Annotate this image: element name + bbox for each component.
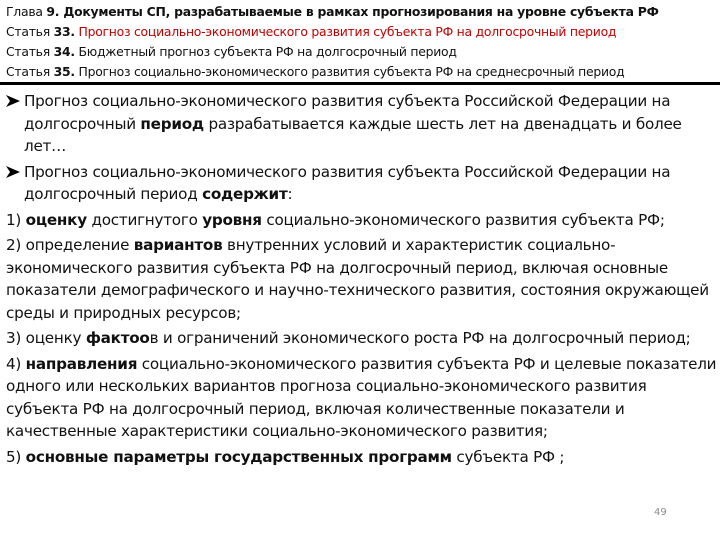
header-prefix: Статья: [6, 44, 54, 59]
text: в и ограничений экономического роста РФ на долгосрочный период;: [149, 329, 691, 347]
text: 2) определение: [6, 236, 134, 254]
bold-term: основные параметры государственных программ: [25, 447, 452, 466]
arrowhead-bullet-icon: [6, 95, 20, 107]
text: разрабатывается каждые шесть лет на двенадцать и более лет…: [24, 114, 682, 155]
text: социально-экономического развития субъекта РФ и целевые показатели одного или нескольких вариантов прогноза социально-экономического развития субъекта РФ на долгосрочный период, включая количественные показатели и качественные характеристики социально-экономического развития;: [6, 354, 717, 440]
header-line-article-35: [6, 62, 718, 82]
header-line-article-33: [6, 22, 718, 42]
header-number: 34.: [53, 44, 75, 59]
header-divider: [0, 82, 720, 85]
text: 4): [6, 354, 26, 373]
header-line-article-34: [6, 42, 718, 62]
list-item: [6, 353, 718, 443]
text: субъекта РФ ;: [451, 447, 565, 466]
list-item: [6, 327, 718, 350]
content: [6, 90, 718, 471]
bold-term: направления: [25, 354, 138, 373]
header-text: Документы СП, разрабатываемые в рамках прогнозирования на уровне субъекта РФ: [59, 4, 659, 19]
header-prefix: Глава: [6, 4, 47, 19]
bold-term: уровня: [202, 210, 262, 229]
text: внутренних условий и характеристик социально-экономического развития субъекта РФ на долгосрочный период, включая основные показатели демографического и научно-технического развития, состояния окружающей среды и природных ресурсов;: [6, 236, 709, 322]
list-item: [6, 234, 718, 324]
text: достигнутого: [86, 210, 203, 229]
bold-term: период: [140, 114, 204, 133]
header-number: 35.: [53, 64, 75, 79]
text: социально-экономического развития субъекта РФ;: [261, 210, 665, 229]
page-number: 49: [654, 507, 667, 518]
list-item: [6, 209, 718, 232]
text: Прогноз социально-экономического развития субъекта Российской Федерации на долгосрочный: [24, 92, 671, 133]
text: 3) оценку: [6, 329, 86, 347]
header: [6, 2, 718, 82]
text: 1): [6, 210, 26, 229]
bold-term: фактоо: [85, 329, 150, 347]
header-text: Бюджетный прогноз субъекта РФ на долгосрочный период: [74, 44, 457, 59]
header-text: Прогноз социально-экономического развития субъекта РФ на долгосрочный период: [74, 24, 617, 39]
header-number: 9.: [46, 4, 60, 19]
bold-term: оценку: [25, 210, 87, 229]
header-line-chapter: [6, 2, 718, 22]
bold-term: содержит: [202, 185, 288, 203]
bullet-paragraph: [6, 90, 718, 158]
header-prefix: Статья: [6, 24, 54, 39]
header-prefix: Статья: [6, 64, 54, 79]
arrowhead-bullet-icon: [6, 166, 20, 178]
bold-term: вариантов: [133, 236, 223, 254]
header-text: Прогноз социально-экономического развития субъекта РФ на среднесрочный период: [74, 64, 625, 79]
bullet-paragraph: [6, 161, 718, 206]
text: :: [287, 185, 293, 203]
list-item: [6, 446, 718, 469]
text: 5): [6, 447, 26, 466]
text: Прогноз социально-экономического развития субъекта Российской Федерации на долгосрочный период: [24, 162, 671, 203]
header-number: 33.: [53, 24, 75, 39]
